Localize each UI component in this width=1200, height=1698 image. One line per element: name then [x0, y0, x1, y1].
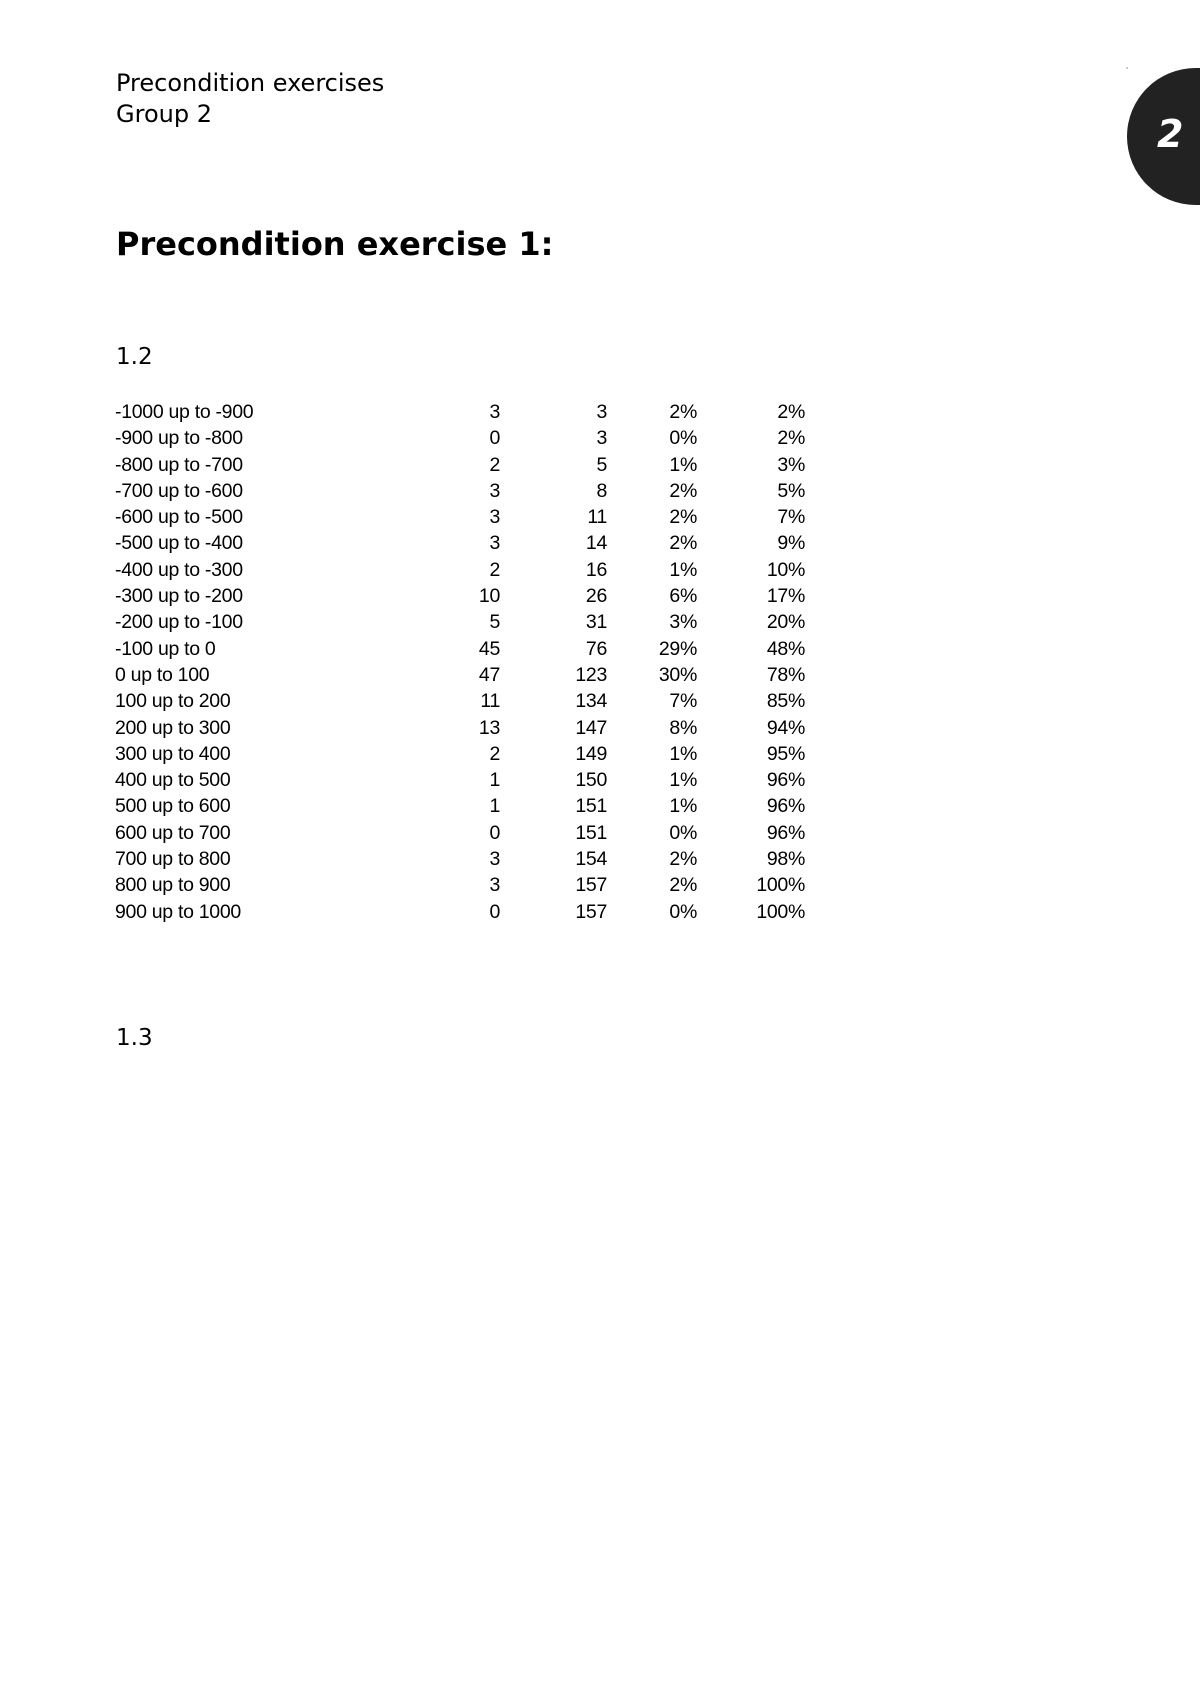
- cumulative-cell: 26: [585, 585, 607, 608]
- tab-mark: [1126, 67, 1128, 69]
- range-cell: -600 up to -500: [115, 506, 243, 529]
- cumulative-cell: 5: [596, 453, 607, 476]
- cumulative-cell: 3: [596, 401, 607, 423]
- frequency-cell: 2: [489, 453, 500, 476]
- table-row: [115, 715, 805, 741]
- cumulative-cell: 31: [585, 611, 607, 634]
- table-row: [115, 504, 805, 530]
- frequency-cell: 3: [489, 506, 500, 529]
- percent-cell: 29%: [658, 637, 697, 660]
- percent-cell: 2%: [669, 848, 697, 871]
- table-row: [115, 820, 805, 846]
- table-row: [115, 609, 805, 635]
- section-heading-1-3: 1.3: [116, 1025, 153, 1051]
- cumulative-percent-cell: 94%: [766, 716, 805, 739]
- table-row: [115, 872, 805, 898]
- cumulative-cell: 14: [585, 532, 607, 555]
- frequency-cell: 3: [489, 848, 500, 871]
- cumulative-cell: 3: [596, 427, 607, 450]
- table-row: [115, 793, 805, 819]
- cumulative-percent-cell: 2%: [777, 401, 805, 423]
- cumulative-cell: 8: [596, 479, 607, 502]
- range-cell: 600 up to 700: [115, 821, 231, 844]
- frequency-cell: 11: [480, 690, 500, 713]
- cumulative-percent-cell: 95%: [766, 742, 805, 765]
- frequency-table: [115, 399, 805, 925]
- frequency-cell: 0: [489, 427, 500, 450]
- cumulative-cell: 11: [587, 506, 607, 529]
- percent-cell: 30%: [658, 663, 697, 686]
- cumulative-cell: 147: [575, 716, 607, 739]
- cumulative-cell: 76: [585, 637, 607, 660]
- range-cell: 200 up to 300: [115, 716, 231, 739]
- table-row: [115, 846, 805, 872]
- table-row: [115, 899, 805, 925]
- table-row: [115, 399, 805, 425]
- table-row: [115, 557, 805, 583]
- cumulative-percent-cell: 98%: [766, 848, 805, 871]
- cumulative-cell: 154: [575, 848, 607, 871]
- frequency-cell: 1: [489, 769, 500, 792]
- cumulative-percent-cell: 100%: [756, 874, 805, 897]
- range-cell: -700 up to -600: [115, 479, 243, 502]
- document-header: [116, 68, 384, 130]
- range-cell: 100 up to 200: [115, 690, 231, 713]
- cumulative-percent-cell: 100%: [756, 900, 805, 923]
- table-row: [115, 583, 805, 609]
- table-row: [115, 767, 805, 793]
- percent-cell: 6%: [669, 585, 697, 608]
- table-row: [115, 478, 805, 504]
- cumulative-cell: 16: [585, 558, 607, 581]
- range-cell: 500 up to 600: [115, 795, 231, 818]
- percent-cell: 2%: [669, 532, 697, 555]
- percent-cell: 2%: [669, 479, 697, 502]
- header-line-group: Group 2: [116, 100, 212, 128]
- cumulative-percent-cell: 78%: [766, 663, 805, 686]
- cumulative-percent-cell: 9%: [777, 532, 805, 555]
- cumulative-cell: 134: [575, 690, 607, 713]
- cumulative-cell: 150: [575, 769, 607, 792]
- cumulative-percent-cell: 3%: [777, 453, 805, 476]
- percent-cell: 1%: [669, 558, 697, 581]
- frequency-cell: 0: [489, 821, 500, 844]
- percent-cell: 0%: [669, 427, 697, 450]
- range-cell: -100 up to 0: [115, 637, 216, 660]
- cumulative-cell: 149: [575, 742, 607, 765]
- cumulative-percent-cell: 85%: [766, 690, 805, 713]
- table-row: [115, 530, 805, 556]
- cumulative-percent-cell: 96%: [766, 769, 805, 792]
- range-cell: -300 up to -200: [115, 585, 243, 608]
- cumulative-percent-cell: 17%: [766, 585, 805, 608]
- range-cell: 900 up to 1000: [115, 900, 241, 923]
- range-cell: 0 up to 100: [115, 663, 210, 686]
- cumulative-cell: 123: [575, 663, 607, 686]
- percent-cell: 2%: [669, 506, 697, 529]
- frequency-cell: 10: [478, 585, 500, 608]
- table-row: [115, 425, 805, 451]
- frequency-cell: 3: [489, 479, 500, 502]
- range-cell: -400 up to -300: [115, 558, 243, 581]
- percent-cell: 7%: [669, 690, 697, 713]
- frequency-cell: 3: [489, 874, 500, 897]
- frequency-cell: 0: [489, 900, 500, 923]
- range-cell: 300 up to 400: [115, 742, 231, 765]
- percent-cell: 0%: [669, 821, 697, 844]
- range-cell: 700 up to 800: [115, 848, 231, 871]
- frequency-cell: 47: [478, 663, 500, 686]
- frequency-cell: 45: [478, 637, 500, 660]
- range-cell: -500 up to -400: [115, 532, 243, 555]
- frequency-cell: 5: [489, 611, 500, 634]
- percent-cell: 1%: [669, 795, 697, 818]
- section-heading-1-2: 1.2: [116, 344, 153, 370]
- range-cell: -1000 up to -900: [115, 401, 254, 423]
- table-row: [115, 741, 805, 767]
- cumulative-percent-cell: 48%: [766, 637, 805, 660]
- frequency-cell: 3: [489, 532, 500, 555]
- range-cell: 800 up to 900: [115, 874, 231, 897]
- page-title: Precondition exercise 1:: [116, 225, 554, 263]
- frequency-cell: 13: [478, 716, 500, 739]
- range-cell: -200 up to -100: [115, 611, 243, 634]
- cumulative-percent-cell: 96%: [766, 821, 805, 844]
- percent-cell: 3%: [669, 611, 697, 634]
- cumulative-percent-cell: 96%: [766, 795, 805, 818]
- cumulative-percent-cell: 5%: [777, 479, 805, 502]
- frequency-cell: 2: [489, 558, 500, 581]
- percent-cell: 1%: [669, 769, 697, 792]
- cumulative-percent-cell: 2%: [777, 427, 805, 450]
- cumulative-cell: 157: [575, 874, 607, 897]
- chapter-tab-number: 2: [1157, 112, 1184, 156]
- percent-cell: 2%: [669, 874, 697, 897]
- cumulative-cell: 151: [575, 821, 607, 844]
- chapter-tab: [1127, 68, 1200, 205]
- cumulative-cell: 151: [575, 795, 607, 818]
- cumulative-percent-cell: 7%: [777, 506, 805, 529]
- percent-cell: 8%: [669, 716, 697, 739]
- range-cell: 400 up to 500: [115, 769, 231, 792]
- percent-cell: 1%: [669, 453, 697, 476]
- range-cell: -900 up to -800: [115, 427, 243, 450]
- frequency-cell: 2: [489, 742, 500, 765]
- header-line-course: Precondition exercises: [116, 69, 385, 97]
- cumulative-percent-cell: 10%: [766, 558, 805, 581]
- percent-cell: 1%: [669, 742, 697, 765]
- cumulative-cell: 157: [575, 900, 607, 923]
- table-row: [115, 662, 805, 688]
- percent-cell: 2%: [669, 401, 697, 423]
- percent-cell: 0%: [669, 900, 697, 923]
- frequency-cell: 3: [489, 401, 500, 423]
- range-cell: -800 up to -700: [115, 453, 243, 476]
- cumulative-percent-cell: 20%: [766, 611, 805, 634]
- table-row: [115, 452, 805, 478]
- frequency-cell: 1: [489, 795, 500, 818]
- table-row: [115, 636, 805, 662]
- table-row: [115, 688, 805, 714]
